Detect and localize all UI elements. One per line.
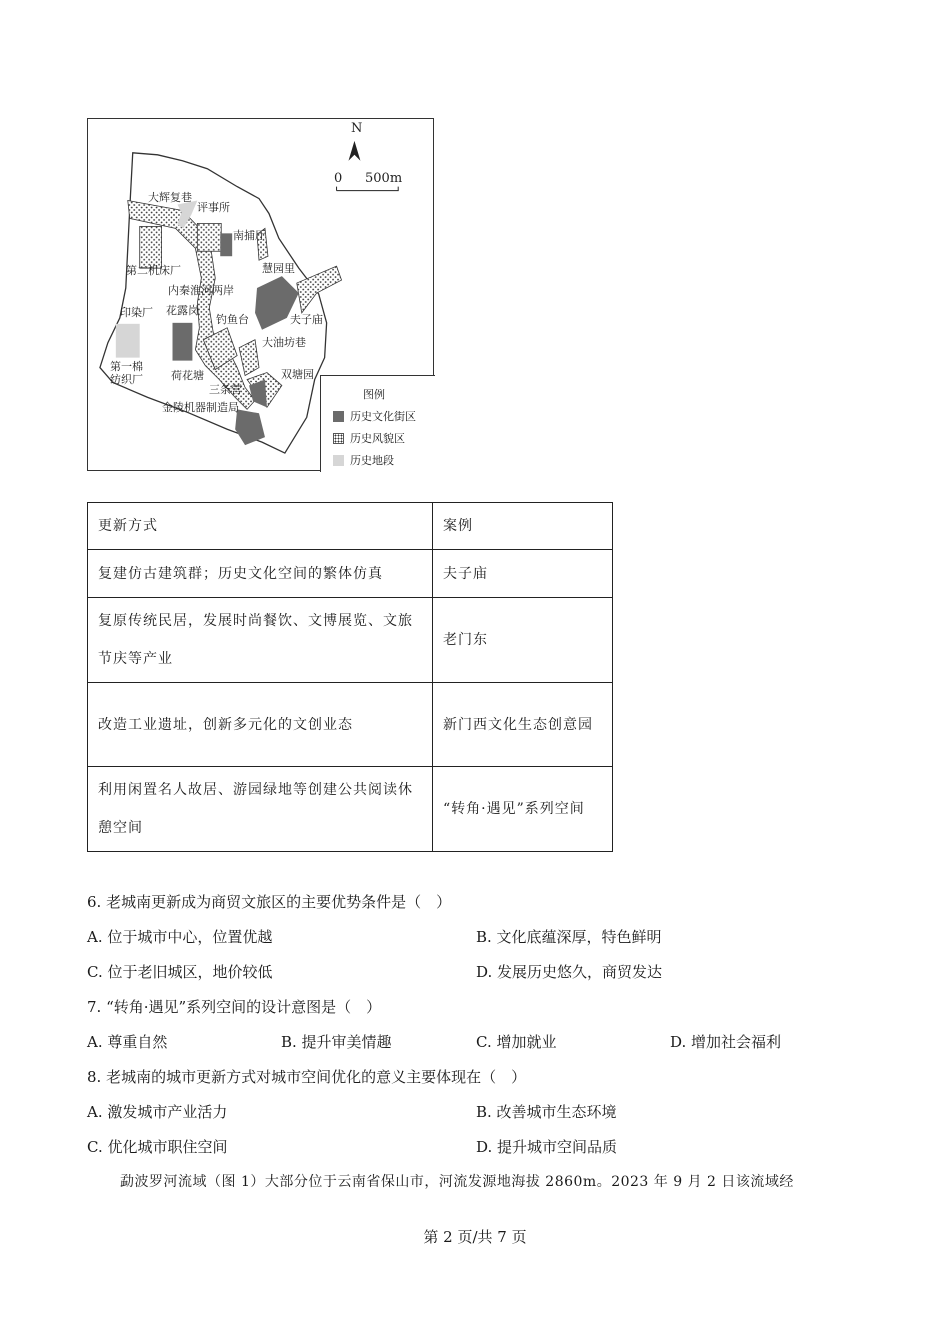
block-jinling [235, 409, 265, 445]
table-cell: 复原传统民居，发展时尚餐饮、文博展览、文旅节庆等产业 [88, 598, 433, 683]
table-header-cell: 案例 [433, 503, 613, 550]
question-7-option-c[interactable]: C. 增加就业 [476, 1033, 557, 1051]
table-cell: 复建仿古建筑群；历史文化空间的繁体仿真 [88, 550, 433, 598]
label-dayoufang: 大油坊巷 [262, 336, 306, 349]
question-8-option-c[interactable]: C. 优化城市职住空间 [87, 1138, 228, 1156]
table-cell: 夫子庙 [433, 550, 613, 598]
north-label: N [351, 121, 363, 136]
renewal-cases-table [87, 502, 613, 852]
question-8-option-a[interactable]: A. 激发城市产业活力 [87, 1103, 228, 1121]
label-huiyuan: 慧园里 [262, 262, 295, 275]
label-jichuang: 第二机床厂 [126, 264, 181, 277]
table-row [88, 550, 613, 598]
label-nanbu: 南捕厅 [233, 229, 266, 242]
label-yinran: 印染厂 [120, 306, 153, 319]
table-cell: 新门西文化生态创意园 [433, 683, 613, 767]
table-cell: 改造工业遗址，创新多元化的文创业态 [88, 683, 433, 767]
label-diaoyutai: 钓鱼台 [216, 313, 249, 326]
question-6-option-c[interactable]: C. 位于老旧城区，地价较低 [87, 963, 273, 981]
label-mianfang: 第一棉 纺织厂 [110, 360, 143, 386]
question-7-option-b[interactable]: B. 提升审美情趣 [281, 1033, 392, 1051]
legend-label: 历史风貌区 [350, 432, 405, 445]
block-nanbu [220, 233, 232, 256]
legend-label: 历史文化街区 [350, 410, 416, 423]
page-footer: 第 2 页/共 7 页 [423, 1228, 527, 1246]
table-row [88, 598, 613, 683]
label-fuzimiao: 夫子庙 [290, 313, 323, 326]
legend-item-cultural-block [333, 408, 416, 424]
legend-item-historic-section [333, 452, 394, 468]
label-pingshi: 评事所 [197, 201, 230, 214]
district-map [87, 118, 434, 471]
legend-swatch-light [333, 455, 344, 466]
question-8-option-b[interactable]: B. 改善城市生态环境 [476, 1103, 617, 1121]
question-7-option-a[interactable]: A. 尊重自然 [87, 1033, 168, 1051]
section-yinran [116, 324, 140, 358]
label-qinhuai: 内秦淮河两岸 [168, 284, 234, 297]
question-7-option-d[interactable]: D. 增加社会福利 [670, 1033, 782, 1051]
block-hualugang [173, 323, 193, 361]
label-hualugang: 花露岗 [166, 304, 199, 317]
zone-dayoufang [239, 340, 259, 376]
table-header-cell: 更新方式 [88, 503, 433, 550]
label-santiaoying: 三条营 [209, 383, 242, 396]
question-7-stem: 7. “转角·遇见”系列空间的设计意图是（ ） [87, 998, 382, 1016]
scale-bar [337, 187, 399, 191]
table-cell: 老门东 [433, 598, 613, 683]
question-8-option-d[interactable]: D. 提升城市空间品质 [476, 1138, 618, 1156]
question-6-option-b[interactable]: B. 文化底蕴深厚，特色鲜明 [476, 928, 662, 946]
scale-label: 500m [365, 171, 403, 186]
label-jinling: 金陵机器制造局 [162, 401, 239, 414]
label-shuangtang: 双塘园 [281, 368, 314, 381]
table-row [88, 683, 613, 767]
legend-title: 图例 [363, 388, 385, 401]
zone-jichuang [140, 226, 162, 268]
table-cell: “转角·遇见”系列空间 [433, 767, 613, 852]
zone-fuzimiao-strip [297, 266, 342, 313]
map-legend [320, 375, 435, 472]
question-6-option-d[interactable]: D. 发展历史悠久，商贸发达 [476, 963, 663, 981]
table-header-row [88, 503, 613, 550]
legend-swatch-dotted [333, 433, 344, 444]
next-passage-paragraph: 勐波罗河流域（图 1）大部分位于云南省保山市，河流发源地海拔 2860m。2023 年 9 月 2 日该流域经 [120, 1174, 794, 1190]
legend-swatch-dark [333, 411, 344, 422]
table-cell: 利用闲置名人故居、游园绿地等创建公共阅读休憩空间 [88, 767, 433, 852]
zone-pingshi [197, 223, 221, 251]
legend-label: 历史地段 [350, 454, 394, 467]
north-arrow-icon [348, 141, 360, 161]
label-hehuatang: 荷花塘 [171, 369, 204, 382]
scale-zero: 0 [334, 171, 343, 186]
question-6-option-a[interactable]: A. 位于城市中心，位置优越 [87, 928, 273, 946]
question-8-stem: 8. 老城南的城市更新方式对城市空间优化的意义主要体现在（ ） [87, 1068, 527, 1086]
label-dahuifu: 大辉复巷 [148, 191, 192, 204]
legend-item-style-area [333, 430, 405, 446]
table-row [88, 767, 613, 852]
question-6-stem: 6. 老城南更新成为商贸文旅区的主要优势条件是（ ） [87, 893, 452, 911]
